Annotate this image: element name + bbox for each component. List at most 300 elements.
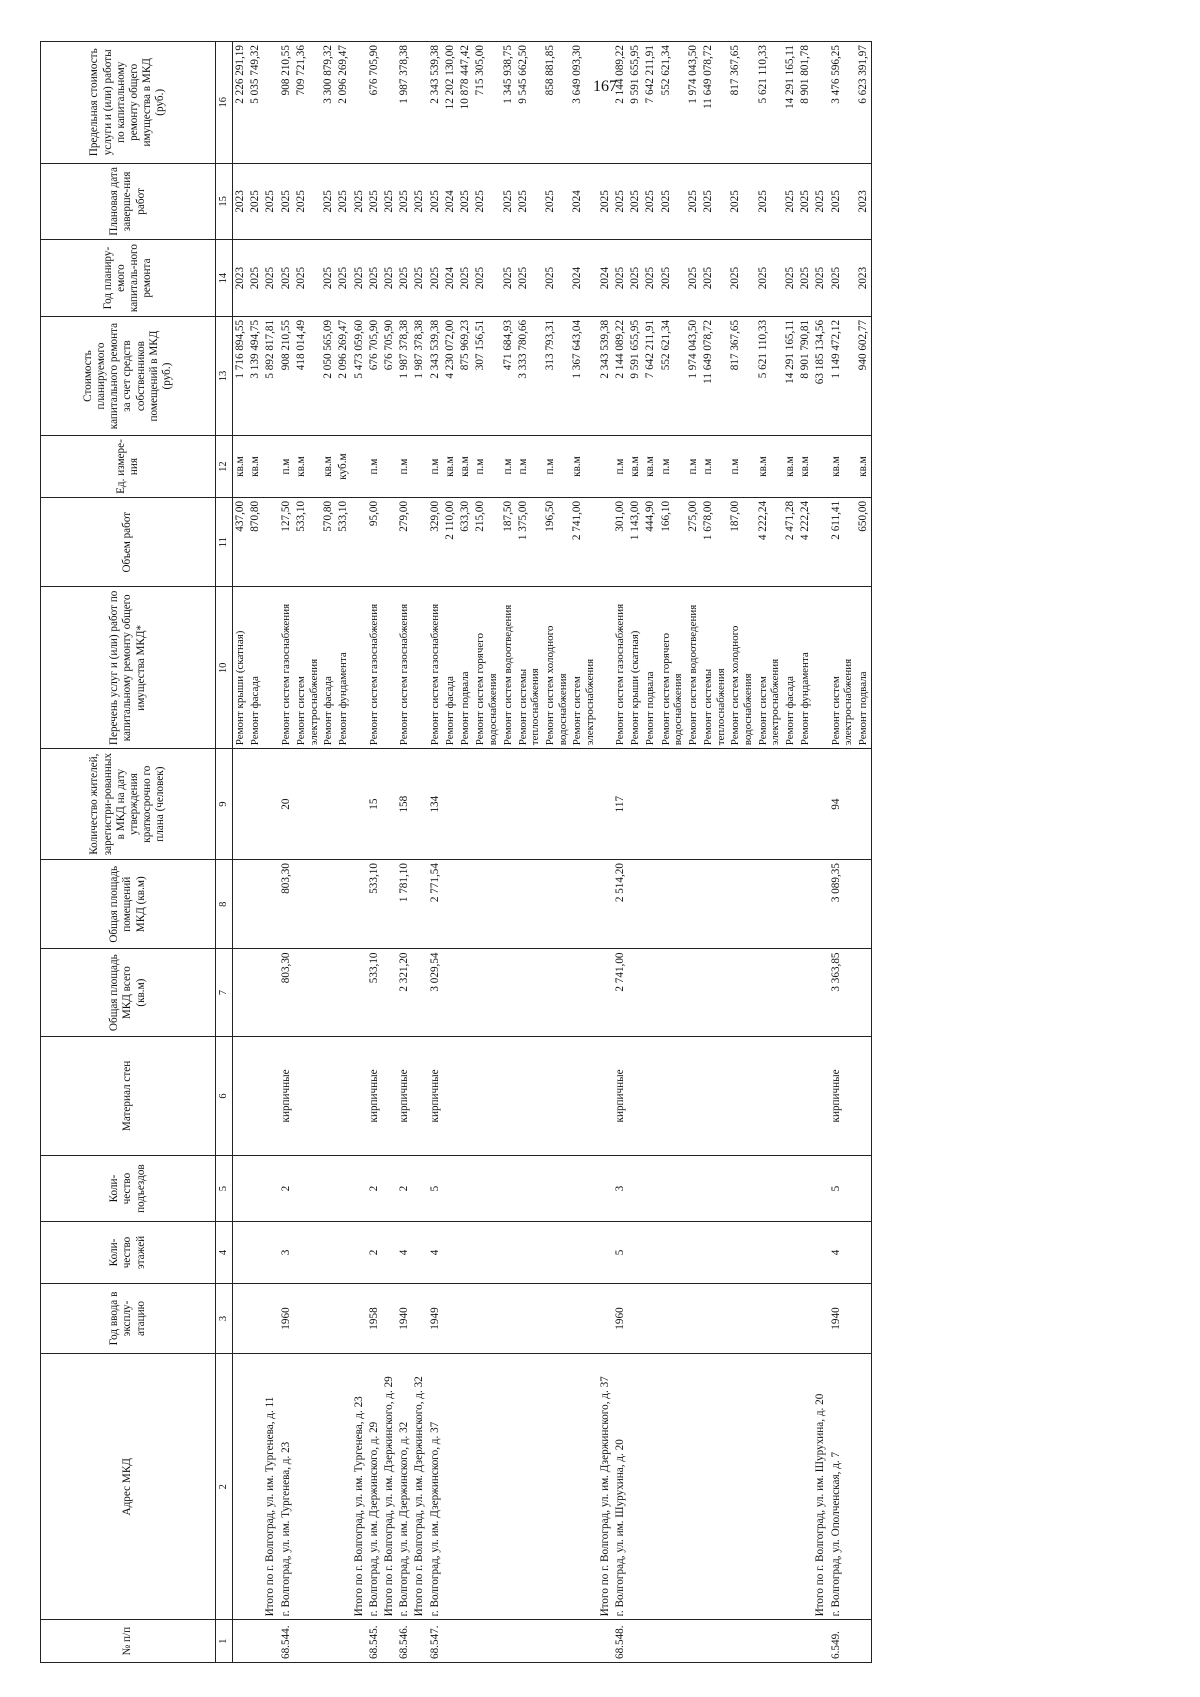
cell-address — [628, 1354, 643, 1620]
cell-end-date: 2025 — [728, 163, 755, 240]
cell-volume: 329,00 — [428, 497, 443, 586]
capital-repair-plan-table — [40, 41, 872, 1663]
cell-limit: 3 649 093,30 — [570, 42, 597, 164]
cell-end-date: 2025 — [798, 163, 813, 240]
cell-area-rooms: 3 089,35 — [829, 860, 856, 949]
cell-address — [248, 1354, 263, 1620]
cell-address: Итого по г. Волгоград, ул. им. Шурухина, д. 20 — [813, 1354, 828, 1620]
cell-end-date: 2025 — [248, 163, 263, 240]
cell-volume: 279,00 — [397, 497, 412, 586]
cell-residents — [443, 749, 458, 860]
cell-plan-year: 2025 — [783, 240, 798, 317]
cell-area-total — [443, 949, 458, 1036]
cell-limit: 552 621,34 — [659, 42, 686, 164]
cell-unit: кв.м — [443, 436, 458, 498]
cell-area-rooms — [628, 860, 643, 949]
cell-end-date: 2025 — [501, 163, 516, 240]
cell-address — [321, 1354, 336, 1620]
cell-area-rooms — [728, 860, 755, 949]
cell-plan-year: 2025 — [543, 240, 570, 317]
cell-entr — [598, 1156, 613, 1222]
cell-limit: 1 974 043,50 — [686, 42, 701, 164]
cell-plan-year: 2024 — [598, 240, 613, 317]
cell-plan-year: 2025 — [659, 240, 686, 317]
cell-num — [473, 1620, 500, 1663]
cell-works: Ремонт фасада — [783, 587, 798, 749]
cell-volume: 4 222,24 — [798, 497, 813, 586]
cell-unit: кв.м — [458, 436, 473, 498]
table-row — [443, 42, 458, 1663]
cell-area-total — [686, 949, 701, 1036]
table-row — [783, 42, 798, 1663]
cell-unit: кв.м — [233, 436, 249, 498]
cell-num — [798, 1620, 813, 1663]
cell-volume: 4 222,24 — [756, 497, 783, 586]
column-number-cell: 13 — [216, 316, 233, 435]
cell-limit — [352, 42, 367, 164]
cell-floors — [321, 1222, 336, 1284]
cell-address: г. Волгоград, ул. Ополченская, д. 7 — [829, 1354, 856, 1620]
cell-floors — [412, 1222, 427, 1284]
cell-year — [783, 1283, 798, 1353]
cell-address — [856, 1354, 872, 1620]
cell-floors — [382, 1222, 397, 1284]
cell-end-date: 2025 — [686, 163, 701, 240]
cell-limit: 12 202 130,00 — [443, 42, 458, 164]
cell-year — [570, 1283, 597, 1353]
cell-address: г. Волгоград, ул. им. Тургенева, д. 23 — [279, 1354, 294, 1620]
cell-walls — [501, 1036, 516, 1155]
cell-floors — [516, 1222, 543, 1284]
table-row — [294, 42, 321, 1663]
cell-year — [473, 1283, 500, 1353]
cell-cost: 1 974 043,50 — [686, 316, 701, 435]
cell-end-date: 2025 — [598, 163, 613, 240]
cell-entr — [294, 1156, 321, 1222]
cell-year — [263, 1283, 278, 1353]
cell-floors — [443, 1222, 458, 1284]
cell-area-rooms — [458, 860, 473, 949]
cell-area-rooms: 803,30 — [279, 860, 294, 949]
cell-residents — [501, 749, 516, 860]
cell-area-total — [321, 949, 336, 1036]
table-row — [829, 42, 856, 1663]
cell-walls: кирпичные — [829, 1036, 856, 1155]
cell-plan-year: 2025 — [798, 240, 813, 317]
cell-year — [756, 1283, 783, 1353]
cell-works: Ремонт фасада — [321, 587, 336, 749]
cell-cost: 307 156,51 — [473, 316, 500, 435]
cell-volume: 1 678,00 — [701, 497, 728, 586]
cell-unit: п.м — [397, 436, 412, 498]
cell-area-total — [248, 949, 263, 1036]
cell-area-rooms: 2 771,54 — [428, 860, 443, 949]
cell-walls — [783, 1036, 798, 1155]
cell-floors — [570, 1222, 597, 1284]
cell-area-rooms — [352, 860, 367, 949]
cell-floors: 4 — [829, 1222, 856, 1284]
cell-floors — [783, 1222, 798, 1284]
cell-area-total — [294, 949, 321, 1036]
cell-unit: кв.м — [628, 436, 643, 498]
cell-volume: 533,10 — [336, 497, 351, 586]
column-number-cell: 3 — [216, 1283, 233, 1353]
header-cell: Количество жителей, зарегистри-рованных в МКД на дату утверждения краткосрочно го плана (человек) — [41, 749, 216, 860]
cell-cost: 11 649 078,72 — [701, 316, 728, 435]
cell-address: Итого по г. Волгоград, ул. им. Дзержинского, д. 32 — [412, 1354, 427, 1620]
cell-floors — [659, 1222, 686, 1284]
cell-area-total — [659, 949, 686, 1036]
cell-unit: п.м — [728, 436, 755, 498]
cell-entr — [412, 1156, 427, 1222]
cell-unit — [813, 436, 828, 498]
header-cell: Материал стен — [41, 1036, 216, 1155]
cell-unit: кв.м — [570, 436, 597, 498]
table-row — [279, 42, 294, 1663]
cell-num — [598, 1620, 613, 1663]
cell-num — [321, 1620, 336, 1663]
cell-end-date: 2025 — [412, 163, 427, 240]
cell-works: Ремонт систем горячего водоснабжения — [473, 587, 500, 749]
cell-area-total: 2 321,20 — [397, 949, 412, 1036]
cell-area-rooms — [813, 860, 828, 949]
cell-area-rooms — [294, 860, 321, 949]
cell-works: Ремонт фасада — [248, 587, 263, 749]
header-cell: Коли-чество подъездов — [41, 1156, 216, 1222]
cell-limit: 858 881,85 — [543, 42, 570, 164]
cell-year — [701, 1283, 728, 1353]
cell-volume: 187,50 — [501, 497, 516, 586]
cell-cost: 2 096 269,47 — [336, 316, 351, 435]
cell-area-total — [516, 949, 543, 1036]
column-number-cell: 4 — [216, 1222, 233, 1284]
cell-entr — [443, 1156, 458, 1222]
cell-entr — [233, 1156, 249, 1222]
cell-walls — [701, 1036, 728, 1155]
cell-end-date: 2025 — [397, 163, 412, 240]
cell-floors — [294, 1222, 321, 1284]
cell-area-total — [412, 949, 427, 1036]
cell-entr — [336, 1156, 351, 1222]
cell-area-total — [728, 949, 755, 1036]
cell-entr: 5 — [428, 1156, 443, 1222]
cell-limit: 7 642 211,91 — [643, 42, 658, 164]
cell-area-total — [570, 949, 597, 1036]
cell-volume: 196,50 — [543, 497, 570, 586]
cell-area-rooms — [798, 860, 813, 949]
cell-volume — [382, 497, 397, 586]
cell-volume: 870,80 — [248, 497, 263, 586]
header-cell: Коли-чество этажей — [41, 1222, 216, 1284]
cell-residents — [263, 749, 278, 860]
cell-residents — [783, 749, 798, 860]
cell-floors — [458, 1222, 473, 1284]
cell-limit — [382, 42, 397, 164]
cell-year — [233, 1283, 249, 1353]
cell-entr — [473, 1156, 500, 1222]
cell-plan-year: 2025 — [279, 240, 294, 317]
column-number-row — [216, 42, 233, 1663]
cell-year — [543, 1283, 570, 1353]
cell-address: Итого по г. Волгоград, ул. им. Тургенева, д. 11 — [263, 1354, 278, 1620]
cell-works: Ремонт систем газоснабжения — [613, 587, 628, 749]
cell-end-date: 2025 — [701, 163, 728, 240]
cell-plan-year: 2025 — [516, 240, 543, 317]
cell-works: Ремонт систем холодного водоснабжения — [728, 587, 755, 749]
cell-limit — [412, 42, 427, 164]
cell-walls — [516, 1036, 543, 1155]
cell-entr — [321, 1156, 336, 1222]
page-number: 167 — [593, 78, 617, 95]
cell-volume: 301,00 — [613, 497, 628, 586]
cell-plan-year: 2025 — [382, 240, 397, 317]
column-number-cell: 8 — [216, 860, 233, 949]
cell-area-total — [382, 949, 397, 1036]
cell-limit: 9 545 662,50 — [516, 42, 543, 164]
cell-walls — [598, 1036, 613, 1155]
cell-residents — [321, 749, 336, 860]
table-row — [516, 42, 543, 1663]
cell-plan-year: 2025 — [473, 240, 500, 317]
cell-entr: 2 — [397, 1156, 412, 1222]
cell-plan-year: 2025 — [458, 240, 473, 317]
cell-cost: 2 050 565,09 — [321, 316, 336, 435]
cell-entr — [248, 1156, 263, 1222]
table-row — [570, 42, 597, 1663]
cell-end-date: 2023 — [233, 163, 249, 240]
cell-walls — [233, 1036, 249, 1155]
cell-entr: 3 — [613, 1156, 628, 1222]
cell-area-rooms — [686, 860, 701, 949]
cell-floors — [756, 1222, 783, 1284]
cell-end-date: 2025 — [321, 163, 336, 240]
cell-num — [570, 1620, 597, 1663]
cell-walls: кирпичные — [428, 1036, 443, 1155]
cell-plan-year: 2025 — [501, 240, 516, 317]
cell-unit — [263, 436, 278, 498]
cell-works: Ремонт систем холодного водоснабжения — [543, 587, 570, 749]
cell-volume: 444,90 — [643, 497, 658, 586]
cell-num — [382, 1620, 397, 1663]
cell-walls — [686, 1036, 701, 1155]
cell-plan-year: 2025 — [428, 240, 443, 317]
table-row — [263, 42, 278, 1663]
cell-walls — [458, 1036, 473, 1155]
cell-area-rooms: 533,10 — [367, 860, 382, 949]
column-number-cell: 5 — [216, 1156, 233, 1222]
cell-num: 68.547. — [428, 1620, 443, 1663]
table-row — [856, 42, 872, 1663]
cell-cost: 817 367,65 — [728, 316, 755, 435]
cell-limit: 2 226 291,19 — [233, 42, 249, 164]
cell-volume: 633,30 — [458, 497, 473, 586]
cell-floors: 4 — [428, 1222, 443, 1284]
table-row — [248, 42, 263, 1663]
cell-year — [628, 1283, 643, 1353]
cell-entr — [382, 1156, 397, 1222]
cell-residents — [728, 749, 755, 860]
cell-address — [728, 1354, 755, 1620]
cell-address — [659, 1354, 686, 1620]
table-row — [686, 42, 701, 1663]
cell-volume — [598, 497, 613, 586]
cell-plan-year: 2025 — [613, 240, 628, 317]
cell-plan-year: 2025 — [336, 240, 351, 317]
cell-walls — [412, 1036, 427, 1155]
cell-volume: 650,00 — [856, 497, 872, 586]
cell-area-total: 2 741,00 — [613, 949, 628, 1036]
cell-area-rooms — [382, 860, 397, 949]
cell-area-rooms — [570, 860, 597, 949]
cell-unit: п.м — [516, 436, 543, 498]
cell-works: Ремонт фундамента — [798, 587, 813, 749]
cell-plan-year: 2025 — [367, 240, 382, 317]
cell-volume: 2 110,00 — [443, 497, 458, 586]
cell-unit: п.м — [659, 436, 686, 498]
cell-area-rooms — [643, 860, 658, 949]
cell-address — [443, 1354, 458, 1620]
cell-works: Ремонт систем водоотведения — [501, 587, 516, 749]
cell-works: Ремонт систем электроснабжения — [756, 587, 783, 749]
cell-limit: 1 345 938,75 — [501, 42, 516, 164]
cell-unit: куб.м — [336, 436, 351, 498]
cell-residents — [813, 749, 828, 860]
cell-num — [813, 1620, 828, 1663]
cell-area-total: 3 363,85 — [829, 949, 856, 1036]
cell-year: 1940 — [829, 1283, 856, 1353]
cell-address — [643, 1354, 658, 1620]
cell-end-date: 2025 — [643, 163, 658, 240]
cell-limit: 709 721,36 — [294, 42, 321, 164]
cell-residents — [336, 749, 351, 860]
cell-volume: 533,10 — [294, 497, 321, 586]
cell-num — [701, 1620, 728, 1663]
cell-entr — [686, 1156, 701, 1222]
cell-limit: 2 144 089,22 — [613, 42, 628, 164]
cell-address: Итого по г. Волгоград, ул. им. Дзержинского, д. 29 — [382, 1354, 397, 1620]
cell-entr — [501, 1156, 516, 1222]
table-row — [336, 42, 351, 1663]
cell-residents — [701, 749, 728, 860]
cell-entr — [516, 1156, 543, 1222]
cell-unit: кв.м — [856, 436, 872, 498]
cell-residents: 20 — [279, 749, 294, 860]
cell-walls — [321, 1036, 336, 1155]
cell-address: г. Волгоград, ул. им. Дзержинского, д. 29 — [367, 1354, 382, 1620]
cell-year — [458, 1283, 473, 1353]
cell-num — [856, 1620, 872, 1663]
table-row — [543, 42, 570, 1663]
column-number-cell: 1 — [216, 1620, 233, 1663]
cell-plan-year: 2025 — [628, 240, 643, 317]
cell-walls — [813, 1036, 828, 1155]
table-row — [798, 42, 813, 1663]
cell-limit: 3 300 879,32 — [321, 42, 336, 164]
cell-walls — [263, 1036, 278, 1155]
cell-area-rooms: 2 514,20 — [613, 860, 628, 949]
cell-floors — [543, 1222, 570, 1284]
cell-residents — [598, 749, 613, 860]
cell-area-total — [856, 949, 872, 1036]
cell-area-rooms — [233, 860, 249, 949]
cell-residents — [458, 749, 473, 860]
cell-area-rooms — [701, 860, 728, 949]
cell-works — [382, 587, 397, 749]
cell-floors — [248, 1222, 263, 1284]
cell-cost: 3 333 780,66 — [516, 316, 543, 435]
cell-volume: 2 741,00 — [570, 497, 597, 586]
header-cell: Общая площадь помещений МКД (кв.м) — [41, 860, 216, 949]
column-number-cell: 10 — [216, 587, 233, 749]
cell-works — [412, 587, 427, 749]
cell-end-date: 2025 — [613, 163, 628, 240]
cell-area-rooms — [336, 860, 351, 949]
table-row — [428, 42, 443, 1663]
cell-cost: 1 367 643,04 — [570, 316, 597, 435]
cell-unit — [352, 436, 367, 498]
cell-area-rooms: 1 781,10 — [397, 860, 412, 949]
cell-cost: 676 705,90 — [382, 316, 397, 435]
cell-num — [294, 1620, 321, 1663]
cell-cost: 940 602,77 — [856, 316, 872, 435]
cell-cost: 1 149 472,12 — [829, 316, 856, 435]
cell-end-date: 2025 — [473, 163, 500, 240]
cell-end-date: 2023 — [856, 163, 872, 240]
cell-end-date: 2025 — [516, 163, 543, 240]
cell-floors — [628, 1222, 643, 1284]
cell-num — [543, 1620, 570, 1663]
cell-address — [756, 1354, 783, 1620]
cell-end-date: 2025 — [263, 163, 278, 240]
cell-walls — [382, 1036, 397, 1155]
cell-num — [263, 1620, 278, 1663]
cell-end-date: 2025 — [352, 163, 367, 240]
table-row — [382, 42, 397, 1663]
cell-address: г. Волгоград, ул. им. Дзержинского, д. 32 — [397, 1354, 412, 1620]
cell-unit: п.м — [367, 436, 382, 498]
cell-volume: 187,00 — [728, 497, 755, 586]
cell-cost: 2 343 539,38 — [428, 316, 443, 435]
cell-area-rooms — [412, 860, 427, 949]
cell-limit: 908 210,55 — [279, 42, 294, 164]
cell-year: 1960 — [279, 1283, 294, 1353]
cell-volume: 437,00 — [233, 497, 249, 586]
cell-cost: 5 892 817,81 — [263, 316, 278, 435]
cell-plan-year: 2024 — [443, 240, 458, 317]
table-row — [352, 42, 367, 1663]
cell-volume: 215,00 — [473, 497, 500, 586]
cell-residents: 94 — [829, 749, 856, 860]
cell-walls — [798, 1036, 813, 1155]
cell-plan-year: 2024 — [570, 240, 597, 317]
cell-works: Ремонт системы теплоснабжения — [701, 587, 728, 749]
table-row — [628, 42, 643, 1663]
cell-works: Ремонт подвала — [458, 587, 473, 749]
cell-num: 6.549. — [829, 1620, 856, 1663]
cell-entr — [352, 1156, 367, 1222]
cell-walls — [248, 1036, 263, 1155]
cell-year — [643, 1283, 658, 1353]
cell-works: Ремонт системы теплоснабжения — [516, 587, 543, 749]
cell-area-total — [543, 949, 570, 1036]
cell-floors — [336, 1222, 351, 1284]
cell-limit: 10 878 447,42 — [458, 42, 473, 164]
cell-address — [570, 1354, 597, 1620]
cell-limit: 2 343 539,38 — [428, 42, 443, 164]
cell-plan-year: 2025 — [756, 240, 783, 317]
cell-floors: 3 — [279, 1222, 294, 1284]
cell-area-total — [756, 949, 783, 1036]
